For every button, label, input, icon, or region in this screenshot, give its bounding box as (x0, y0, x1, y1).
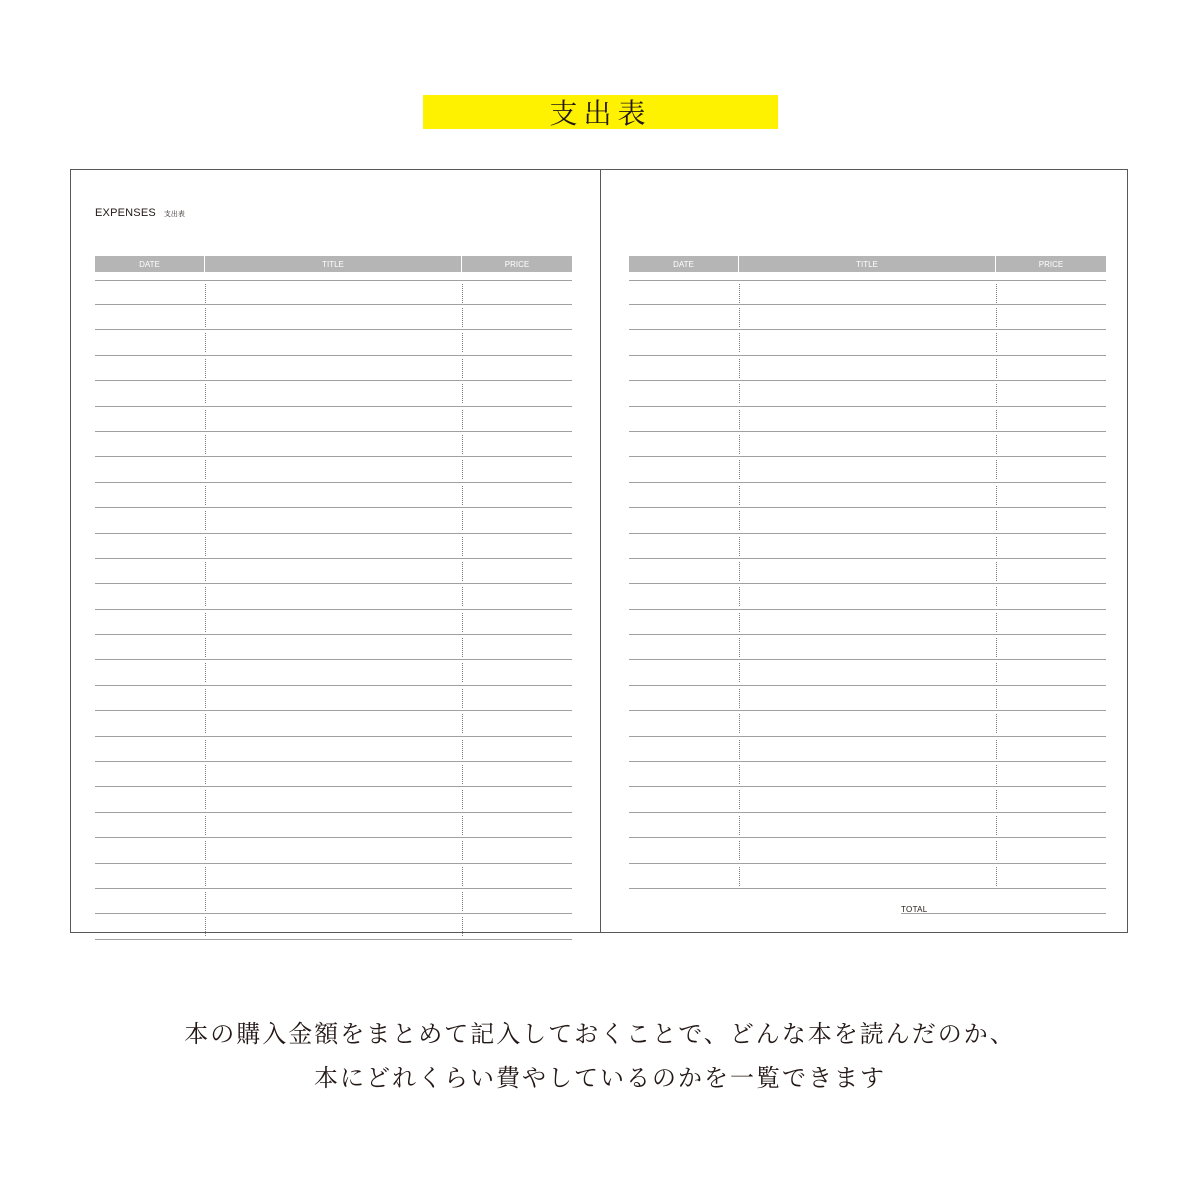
dotted-column-separator (996, 562, 997, 581)
column-header-price: PRICE (1038, 259, 1064, 269)
table-row (629, 635, 1106, 660)
dotted-column-separator (996, 435, 997, 454)
dotted-column-separator (462, 816, 463, 835)
table-row (629, 483, 1106, 508)
dotted-column-separator (996, 308, 997, 327)
table-rows (629, 280, 1106, 889)
table-header (629, 256, 1106, 272)
table-row (95, 686, 572, 711)
table-row (95, 432, 572, 457)
notebook-spread (70, 169, 1128, 933)
dotted-column-separator (739, 765, 740, 784)
dotted-column-separator (205, 740, 206, 759)
dotted-column-separator (462, 765, 463, 784)
dotted-column-separator (205, 359, 206, 378)
table-rows (95, 280, 572, 940)
heading-en: EXPENSES (95, 207, 156, 219)
dotted-column-separator (739, 333, 740, 352)
dotted-column-separator (996, 867, 997, 886)
expense-table-left (95, 256, 572, 940)
dotted-column-separator (205, 689, 206, 708)
dotted-column-separator (996, 486, 997, 505)
dotted-column-separator (462, 562, 463, 581)
dotted-column-separator (739, 587, 740, 606)
dotted-column-separator (996, 537, 997, 556)
table-row (95, 813, 572, 838)
column-header-title: TITLE (739, 256, 996, 272)
table-row (629, 330, 1106, 355)
dotted-column-separator (996, 613, 997, 632)
dotted-column-separator (462, 486, 463, 505)
page-heading (95, 207, 185, 219)
dotted-column-separator (739, 613, 740, 632)
dotted-column-separator (739, 790, 740, 809)
dotted-column-separator (996, 740, 997, 759)
dotted-column-separator (462, 790, 463, 809)
table-row (629, 660, 1106, 685)
dotted-column-separator (996, 284, 997, 303)
dotted-column-separator (462, 511, 463, 530)
dotted-column-separator (205, 537, 206, 556)
table-row (629, 762, 1106, 787)
dotted-column-separator (739, 460, 740, 479)
dotted-column-separator (205, 714, 206, 733)
dotted-column-separator (205, 284, 206, 303)
table-row (629, 737, 1106, 762)
heading-ja: 支出表 (163, 210, 185, 218)
dotted-column-separator (739, 562, 740, 581)
table-row (629, 305, 1106, 330)
dotted-column-separator (739, 511, 740, 530)
dotted-column-separator (462, 663, 463, 682)
dotted-column-separator (739, 867, 740, 886)
dotted-column-separator (739, 537, 740, 556)
table-row (629, 381, 1106, 406)
dotted-column-separator (739, 308, 740, 327)
dotted-column-separator (205, 333, 206, 352)
dotted-column-separator (205, 435, 206, 454)
dotted-column-separator (462, 892, 463, 911)
dotted-column-separator (739, 384, 740, 403)
dotted-column-separator (205, 867, 206, 886)
dotted-column-separator (462, 333, 463, 352)
dotted-column-separator (739, 486, 740, 505)
dotted-column-separator (739, 740, 740, 759)
table-row (95, 711, 572, 736)
table-row (629, 534, 1106, 559)
dotted-column-separator (462, 537, 463, 556)
dotted-column-separator (462, 740, 463, 759)
dotted-column-separator (462, 587, 463, 606)
dotted-column-separator (462, 613, 463, 632)
dotted-column-separator (996, 638, 997, 657)
dotted-column-separator (205, 486, 206, 505)
dotted-column-separator (996, 663, 997, 682)
total-label: TOTAL (901, 905, 928, 914)
dotted-column-separator (996, 765, 997, 784)
table-row (95, 356, 572, 381)
dotted-column-separator (996, 841, 997, 860)
column-header-date: DATE (95, 256, 205, 272)
dotted-column-separator (205, 917, 206, 936)
dotted-column-separator (739, 689, 740, 708)
dotted-column-separator (739, 714, 740, 733)
column-header-price: PRICE (504, 259, 530, 269)
dotted-column-separator (205, 892, 206, 911)
table-row (95, 457, 572, 482)
table-row (95, 635, 572, 660)
table-row (95, 838, 572, 863)
dotted-column-separator (739, 663, 740, 682)
dotted-column-separator (462, 714, 463, 733)
caption-line-2: 本にどれくらい費やしているのかを一覧できます (314, 1064, 886, 1092)
table-row (95, 737, 572, 762)
dotted-column-separator (996, 333, 997, 352)
table-row (95, 280, 572, 305)
table-row (629, 584, 1106, 609)
dotted-column-separator (996, 384, 997, 403)
table-row (629, 559, 1106, 584)
table-row (629, 813, 1106, 838)
dotted-column-separator (205, 613, 206, 632)
table-row (95, 407, 572, 432)
table-row (629, 864, 1106, 889)
dotted-column-separator (996, 460, 997, 479)
dotted-column-separator (462, 841, 463, 860)
dotted-column-separator (205, 765, 206, 784)
caption-line-1: 本の購入金額をまとめて記入しておくことで、どんな本を読んだのか、 (184, 1020, 1016, 1048)
dotted-column-separator (205, 663, 206, 682)
table-row (95, 483, 572, 508)
dotted-column-separator (996, 410, 997, 429)
dotted-column-separator (462, 460, 463, 479)
dotted-column-separator (462, 867, 463, 886)
spine-divider (600, 170, 601, 932)
table-row (629, 407, 1106, 432)
dotted-column-separator (462, 689, 463, 708)
dotted-column-separator (205, 511, 206, 530)
dotted-column-separator (996, 689, 997, 708)
dotted-column-separator (205, 460, 206, 479)
dotted-column-separator (996, 587, 997, 606)
table-row (95, 762, 572, 787)
dotted-column-separator (462, 638, 463, 657)
dotted-column-separator (205, 790, 206, 809)
table-row (95, 305, 572, 330)
table-row (95, 889, 572, 914)
table-row (95, 584, 572, 609)
dotted-column-separator (205, 841, 206, 860)
dotted-column-separator (205, 816, 206, 835)
table-row (95, 534, 572, 559)
column-header-title: TITLE (205, 256, 462, 272)
dotted-column-separator (205, 587, 206, 606)
table-row (95, 330, 572, 355)
table-header (95, 256, 572, 272)
table-row (629, 787, 1106, 812)
banner-title: 支出表 (549, 97, 652, 130)
dotted-column-separator (462, 359, 463, 378)
table-row (629, 838, 1106, 863)
table-row (95, 508, 572, 533)
table-row (95, 864, 572, 889)
dotted-column-separator (739, 359, 740, 378)
dotted-column-separator (462, 308, 463, 327)
dotted-column-separator (205, 384, 206, 403)
dotted-column-separator (739, 841, 740, 860)
dotted-column-separator (996, 359, 997, 378)
dotted-column-separator (996, 816, 997, 835)
dotted-column-separator (205, 308, 206, 327)
dotted-column-separator (739, 638, 740, 657)
table-row (629, 457, 1106, 482)
table-row (95, 381, 572, 406)
table-row (629, 610, 1106, 635)
dotted-column-separator (462, 435, 463, 454)
dotted-column-separator (462, 917, 463, 936)
table-row (95, 787, 572, 812)
table-row (629, 280, 1106, 305)
dotted-column-separator (205, 410, 206, 429)
table-row (95, 660, 572, 685)
dotted-column-separator (996, 511, 997, 530)
total-line (901, 897, 1106, 914)
dotted-column-separator (739, 816, 740, 835)
dotted-column-separator (462, 284, 463, 303)
dotted-column-separator (462, 384, 463, 403)
dotted-column-separator (739, 435, 740, 454)
table-row (629, 686, 1106, 711)
table-row (95, 914, 572, 939)
dotted-column-separator (205, 638, 206, 657)
dotted-column-separator (996, 714, 997, 733)
dotted-column-separator (205, 562, 206, 581)
table-row (629, 356, 1106, 381)
expense-table-right (629, 256, 1106, 889)
dotted-column-separator (996, 790, 997, 809)
dotted-column-separator (462, 410, 463, 429)
dotted-column-separator (739, 410, 740, 429)
dotted-column-separator (739, 284, 740, 303)
table-row (629, 711, 1106, 736)
table-row (95, 559, 572, 584)
table-row (629, 508, 1106, 533)
table-row (629, 432, 1106, 457)
table-row (95, 610, 572, 635)
title-banner (423, 95, 778, 129)
column-header-date: DATE (629, 256, 739, 272)
